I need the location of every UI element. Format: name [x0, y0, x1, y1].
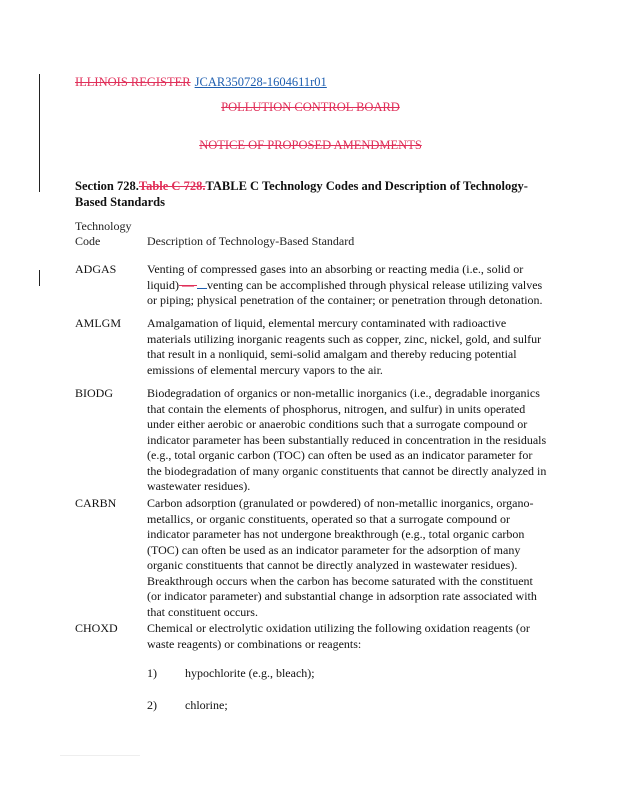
section-title [75, 178, 555, 210]
technology-code: CARBN [75, 496, 117, 510]
description-text: Venting of compressed gases into an absorbing or reacting media (i.e., solid or liquid) [147, 262, 524, 292]
technology-code: BIODG [75, 386, 113, 400]
notice-title: NOTICE OF PROPOSED AMENDMENTS [199, 138, 422, 152]
technology-description [147, 262, 547, 309]
description-column-header: Description of Technology-Based Standard [147, 234, 355, 248]
board-name: POLLUTION CONTROL BOARD [221, 100, 400, 114]
list-number: 2) [147, 698, 157, 712]
notice-heading [0, 138, 621, 153]
section-deleted-text: Table C 728. [138, 179, 206, 193]
section-prefix: Section 728. [75, 179, 139, 193]
deleted-register-text: ILLINOIS REGISTER [75, 75, 191, 89]
list-text: hypochlorite (e.g., bleach); [185, 666, 315, 680]
description-text-continued: venting can be accomplished through physical release utilizing valves or piping; physical penetration of the container; or penetration through detonation. [147, 277, 543, 307]
deleted-dash: — [179, 277, 197, 292]
technology-code: ADGAS [75, 262, 117, 276]
board-heading [0, 100, 621, 115]
technology-description: Amalgamation of liquid, elemental mercury contaminated with radioactive materials utilizing inorganic reagents such as copper, zinc, nickel, gold, and sulfur that result in a nonliquid, semi-solid amalgam and thereby reducing potential emissions of elemental mercury vapors to the air. [147, 316, 542, 377]
list-number: 1) [147, 666, 157, 680]
register-header [75, 75, 327, 90]
technology-code: AMLGM [75, 316, 122, 330]
list-item [147, 666, 315, 681]
section-table-title: TABLE C Technology Codes and Description of Technology-Based Standards [75, 179, 528, 209]
list-item [147, 698, 228, 713]
inserted-register-id: JCAR350728-1604611r01 [194, 75, 327, 89]
technology-code: CHOXD [75, 621, 118, 635]
inserted-blank [197, 278, 207, 289]
list-text: chlorine; [185, 698, 228, 712]
code-column-header [75, 219, 131, 249]
footer-rule [60, 755, 140, 756]
technology-description: Chemical or electrolytic oxidation utilizing the following oxidation reagents (or waste reagents) or combinations or reagents: [147, 621, 530, 651]
technology-description: Carbon adsorption (granulated or powdered) of non-metallic inorganics, organo-metallics, or organic constituents, operated so that a surrogate compound or indicator parameter has not undergone breakthrough (e.g., total organic carbon (TOC) can often be used as an indicator parameter for the adsorption of many organic constituents that cannot be directly analyzed in wastewater residues). Breakthrough occurs when the carbon has become saturated with the constituent (or indicator parameter) and substantial change in adsorption rate associated with that constituent occurs. [147, 496, 537, 619]
change-bar [39, 74, 40, 192]
change-bar [39, 270, 40, 286]
technology-description: Biodegradation of organics or non-metallic inorganics (i.e., degradable inorganics that contain the elements of phosphorus, nitrogen, and sulfur) in units operated under either aerobic or anaerobic conditions such that a surrogate compound or indicator parameter has been substantially reduced in concentration in the residuals (e.g., total organic carbon (TOC) can often be used as an indicator parameter for the biodegradation of many organic constituents that cannot be directly analyzed in wastewater residues). [147, 386, 547, 493]
code-header-line2: Code [75, 234, 101, 248]
code-header-line1: Technology [75, 219, 132, 233]
